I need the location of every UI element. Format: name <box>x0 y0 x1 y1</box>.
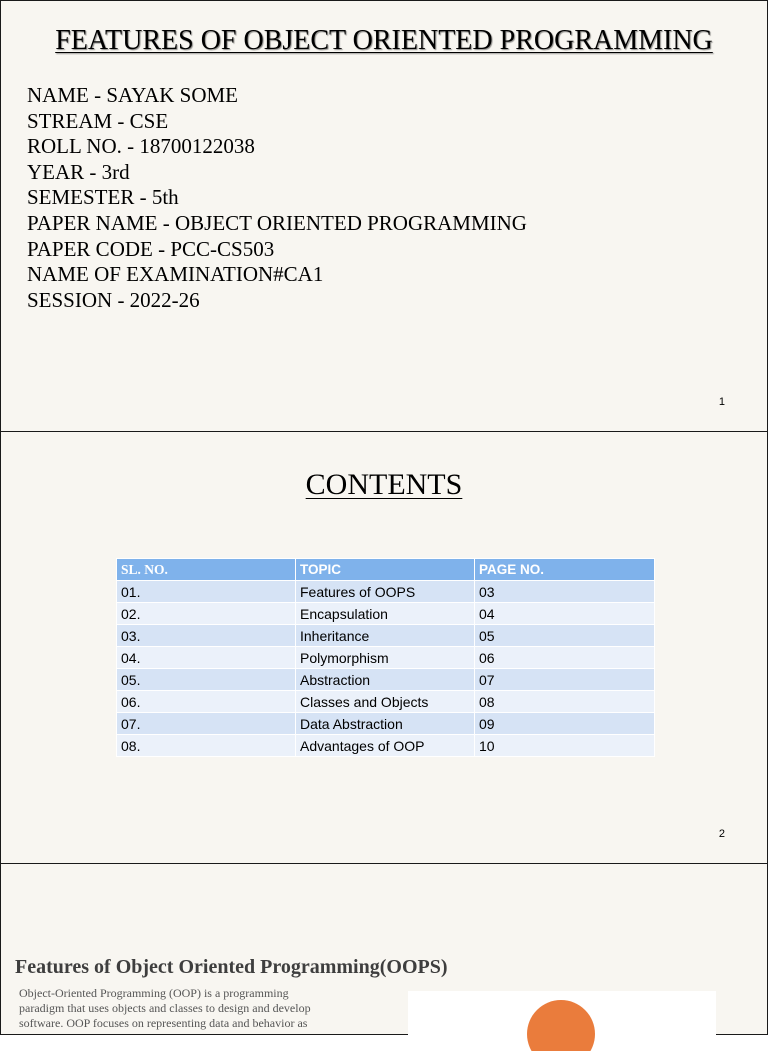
slide-title-heading: FEATURES OF OBJECT ORIENTED PROGRAMMING <box>55 25 713 56</box>
info-semester: SEMESTER - 5th <box>27 185 179 210</box>
header-topic: TOPIC <box>296 559 475 581</box>
cell-topic: Encapsulation <box>296 603 475 625</box>
cell-sl-no: 02. <box>117 603 296 625</box>
info-name: NAME - SAYAK SOME <box>27 83 239 107</box>
cell-topic: Polymorphism <box>296 647 475 669</box>
cell-topic: Data Abstraction <box>296 713 475 735</box>
contents-heading: CONTENTS <box>305 468 463 501</box>
cell-topic: Classes and Objects <box>296 691 475 713</box>
table-row <box>117 625 655 647</box>
slide-contents <box>0 431 768 864</box>
cell-topic: Abstraction <box>296 669 475 691</box>
cell-page-no: 09 <box>475 713 655 735</box>
cell-sl-no: 05. <box>117 669 296 691</box>
cell-page-no: 06 <box>475 647 655 669</box>
cell-sl-no: 06. <box>117 691 296 713</box>
cell-page-no: 03 <box>475 581 655 603</box>
cell-page-no: 05 <box>475 625 655 647</box>
slide-title <box>0 0 768 432</box>
info-examination: NAME OF EXAMINATION#CA1 <box>27 262 324 287</box>
slide-features <box>0 863 768 1035</box>
cell-sl-no: 07. <box>117 713 296 735</box>
table-row <box>117 647 655 669</box>
contents-table <box>116 558 655 757</box>
cell-page-no: 07 <box>475 669 655 691</box>
student-info-list <box>27 83 527 313</box>
table-row <box>117 669 655 691</box>
info-paper-code: PAPER CODE - PCC-CS503 <box>27 236 275 261</box>
table-row <box>117 735 655 757</box>
features-intro-text: Object-Oriented Programming (OOP) is a programming paradigm that uses objects and classes to design and develop software. OOP focuses on representing data and behavior as <box>19 986 311 1030</box>
cell-page-no: 04 <box>475 603 655 625</box>
cell-page-no: 10 <box>475 735 655 757</box>
page-number: 1 <box>718 396 725 408</box>
cell-topic: Features of OOPS <box>296 581 475 603</box>
table-row <box>117 581 655 603</box>
info-year: YEAR - 3rd <box>27 159 130 184</box>
table-row <box>117 691 655 713</box>
header-page-no: PAGE NO. <box>475 559 655 581</box>
cell-topic: Advantages of OOP <box>296 735 475 757</box>
orange-circle-graphic <box>527 1000 595 1051</box>
info-session: SESSION - 2022-26 <box>27 287 200 312</box>
info-stream: STREAM - CSE <box>27 108 169 133</box>
cell-sl-no: 08. <box>117 735 296 757</box>
info-roll-no: ROLL NO. - 18700122038 <box>27 134 255 159</box>
table-row <box>117 603 655 625</box>
table-header-row <box>117 559 655 581</box>
illustration-image <box>408 991 716 1051</box>
cell-sl-no: 03. <box>117 625 296 647</box>
cell-sl-no: 04. <box>117 647 296 669</box>
table-row <box>117 713 655 735</box>
page-number: 2 <box>718 828 725 840</box>
cell-sl-no: 01. <box>117 581 296 603</box>
features-heading: Features of Object Oriented Programming(OOPS) <box>15 956 448 978</box>
info-paper-name: PAPER NAME - OBJECT ORIENTED PROGRAMMING <box>27 210 527 235</box>
cell-page-no: 08 <box>475 691 655 713</box>
cell-topic: Inheritance <box>296 625 475 647</box>
header-sl-no: SL. NO. <box>117 559 296 581</box>
